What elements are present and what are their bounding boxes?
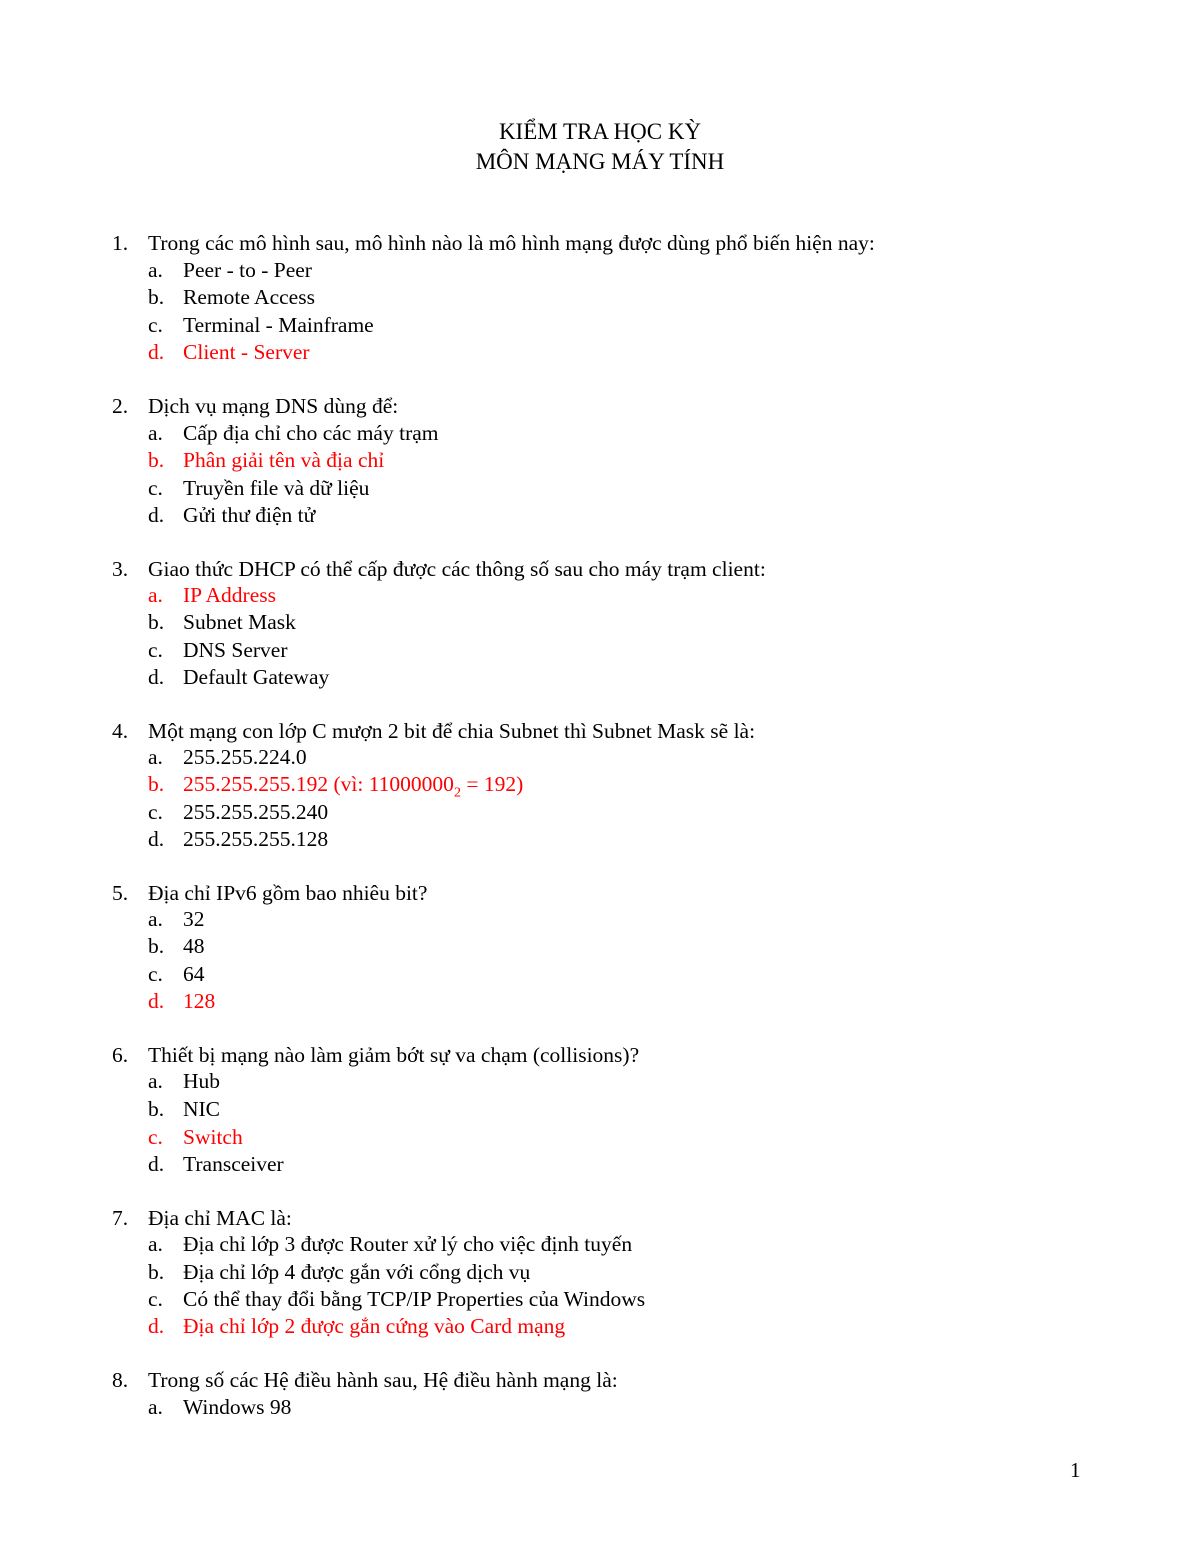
- option-label: c.: [148, 962, 163, 986]
- question-text: Trong số các Hệ điều hành sau, Hệ điều hành mạng là:: [148, 1368, 618, 1392]
- option-text: IP Address: [183, 583, 276, 607]
- option-text: Truyền file và dữ liệu: [183, 476, 370, 500]
- option-text: Peer - to - Peer: [183, 258, 312, 282]
- binary-subscript: 2: [453, 785, 461, 801]
- option-text: 32: [183, 907, 205, 931]
- option-label: d.: [148, 340, 165, 364]
- option-text: Subnet Mask: [183, 610, 296, 634]
- question-text: Một mạng con lớp C mượn 2 bit để chia Subnet thì Subnet Mask sẽ là:: [148, 719, 756, 743]
- option-text: Có thể thay đổi bằng TCP/IP Properties của Windows: [183, 1287, 646, 1311]
- option-text: Switch: [183, 1125, 243, 1149]
- option-label: d.: [148, 1152, 165, 1176]
- option-text: Phân giải tên và địa chỉ: [183, 448, 385, 472]
- option-text: Cấp địa chỉ cho các máy trạm: [183, 421, 439, 445]
- exam-title: KIỂM TRA HỌC KỲ: [498, 119, 702, 144]
- question-text: Địa chỉ MAC là:: [148, 1206, 292, 1230]
- question-number: 3.: [112, 557, 129, 581]
- option-label: a.: [148, 421, 163, 445]
- option-text: Client - Server: [183, 340, 310, 364]
- option-label: c.: [148, 638, 163, 662]
- question-text: Trong các mô hình sau, mô hình nào là mô hình mạng được dùng phổ biến hiện nay:: [148, 231, 875, 255]
- option-label: a.: [148, 583, 163, 607]
- option-label: d.: [148, 827, 165, 851]
- option-text-main: 255.255.255.192 (vì: 11000000: [183, 772, 454, 796]
- question-text: Giao thức DHCP có thể cấp được các thông số sau cho máy trạm client:: [148, 557, 766, 581]
- option-text: Địa chỉ lớp 4 được gắn với cổng dịch vụ: [183, 1260, 531, 1284]
- subject-title: MÔN MẠNG MÁY TÍNH: [475, 149, 725, 174]
- option-label: b.: [148, 772, 165, 796]
- option-label: b.: [148, 934, 165, 958]
- question-number: 8.: [112, 1368, 129, 1392]
- option-label: a.: [148, 745, 163, 769]
- option-label: b.: [148, 1097, 165, 1121]
- option-text: Remote Access: [183, 285, 315, 309]
- question-number: 5.: [112, 881, 129, 905]
- page-number: 1: [1070, 1458, 1081, 1482]
- option-label: a.: [148, 1232, 163, 1256]
- option-text: Địa chỉ lớp 3 được Router xử lý cho việc định tuyến: [183, 1232, 633, 1256]
- option-label: b.: [148, 448, 165, 472]
- option-text: Hub: [183, 1069, 221, 1093]
- option-text: Gửi thư điện tử: [183, 503, 316, 527]
- option-label: c.: [148, 476, 163, 500]
- option-label: a.: [148, 258, 163, 282]
- question-text: Địa chỉ IPv6 gồm bao nhiêu bit?: [148, 881, 428, 905]
- option-label: d.: [148, 989, 165, 1013]
- question-text: Thiết bị mạng nào làm giảm bớt sự va chạm (collisions)?: [148, 1043, 640, 1067]
- option-label: d.: [148, 665, 165, 689]
- option-text: [183, 771, 524, 801]
- option-text: Terminal - Mainframe: [183, 313, 374, 337]
- option-text: 48: [183, 934, 205, 958]
- option-text: 255.255.224.0: [183, 745, 307, 769]
- option-text: NIC: [183, 1097, 221, 1121]
- option-label: c.: [148, 1125, 163, 1149]
- option-label: b.: [148, 285, 165, 309]
- option-label: c.: [148, 313, 163, 337]
- option-text: 64: [183, 962, 205, 986]
- option-label: d.: [148, 503, 165, 527]
- option-label: a.: [148, 907, 163, 931]
- option-text: Transceiver: [183, 1152, 284, 1176]
- option-text: 255.255.255.240: [183, 800, 329, 824]
- question-number: 6.: [112, 1043, 129, 1067]
- option-label: c.: [148, 1287, 163, 1311]
- option-label: d.: [148, 1314, 165, 1338]
- option-text: Default Gateway: [183, 665, 330, 689]
- option-label: a.: [148, 1069, 163, 1093]
- option-label: c.: [148, 800, 163, 824]
- question-number: 2.: [112, 394, 129, 418]
- question-text: Dịch vụ mạng DNS dùng để:: [148, 394, 399, 418]
- question-number: 4.: [112, 719, 129, 743]
- question-number: 1.: [112, 231, 129, 255]
- question-number: 7.: [112, 1206, 129, 1230]
- option-text: Windows 98: [183, 1395, 292, 1419]
- option-text-suffix: = 192): [460, 772, 524, 796]
- option-text: 128: [183, 989, 216, 1013]
- option-label: a.: [148, 1395, 163, 1419]
- option-text: 255.255.255.128: [183, 827, 329, 851]
- option-label: b.: [148, 610, 165, 634]
- option-text: DNS Server: [183, 638, 288, 662]
- option-label: b.: [148, 1260, 165, 1284]
- option-text: Địa chỉ lớp 2 được gắn cứng vào Card mạng: [183, 1314, 566, 1338]
